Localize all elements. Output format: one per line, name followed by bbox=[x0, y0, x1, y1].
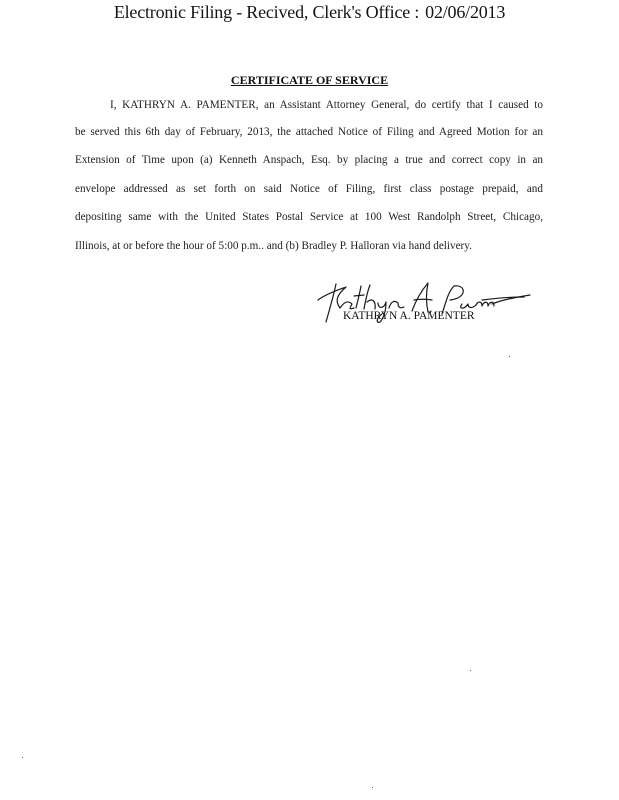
body-line-4: envelope addressed as set forth on said Notice of Filing, first class postage prepaid, and bbox=[75, 183, 543, 195]
body-line-6: Illinois, at or before the hour of 5:00 p.m.. and (b) Bradley P. Halloran via hand delivery. bbox=[75, 240, 472, 252]
stamp-date: 02/06/2013 bbox=[425, 2, 506, 22]
scan-speck bbox=[22, 757, 23, 758]
body-line-5: depositing same with the United States Postal Service at 100 West Randolph Street, Chicago, bbox=[75, 211, 543, 223]
stamp-label: Electronic Filing - Recived, Clerk's Office : bbox=[113, 2, 420, 22]
electronic-filing-stamp bbox=[0, 2, 619, 23]
certificate-title: CERTIFICATE OF SERVICE bbox=[230, 73, 389, 87]
scan-speck bbox=[372, 787, 373, 788]
body-line-2: be served this 6th day of February, 2013, the attached Notice of Filing and Agreed Motion for an bbox=[75, 126, 543, 138]
body-line-1: I, KATHRYN A. PAMENTER, an Assistant Attorney General, do certify that I caused to bbox=[110, 99, 543, 111]
body-line-3: Extension of Time upon (a) Kenneth Anspach, Esq. by placing a true and correct copy in an bbox=[75, 154, 543, 166]
signer-printed-name: KATHRYN A. PAMENTER bbox=[343, 310, 475, 322]
scan-speck bbox=[509, 356, 510, 357]
scan-speck bbox=[470, 670, 471, 671]
